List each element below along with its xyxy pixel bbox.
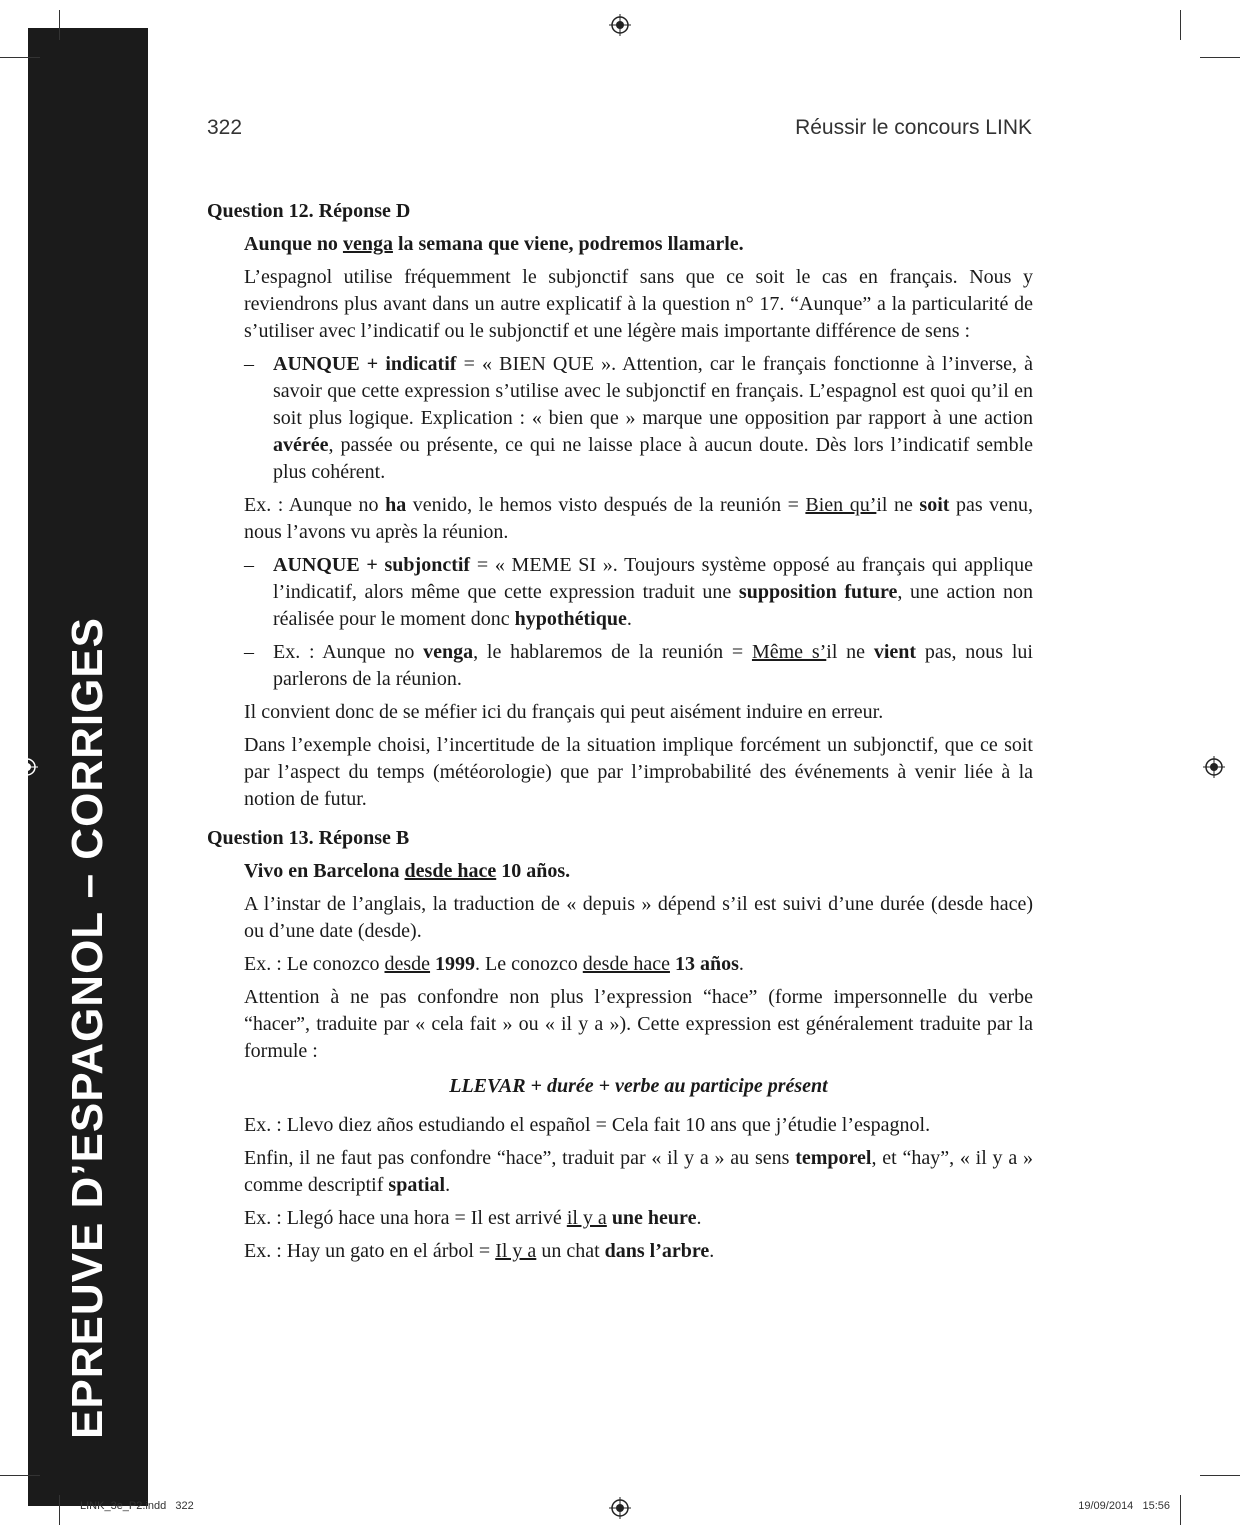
crop-mark [0, 57, 40, 58]
bullet-example-subjonctif: – Ex. : Aunque no venga, le hablaremos de la reunión = Même s’il ne vient pas, nous lui parlerons de la réunion. [244, 641, 1033, 690]
bullet-aunque-subjonctif: – AUNQUE + subjonctif = « MEME SI ». Toujours système opposé au français qui applique l’indicatif, alors même que cette expression traduit une supposition future, une action non réalisée pour le moment donc hypothétique. [244, 554, 1034, 630]
crop-mark [0, 1475, 40, 1476]
example-hay: Ex. : Hay un gato en el árbol = Il y a un chat dans l’arbre. [244, 1240, 715, 1262]
example-llevar: Ex. : Llevo diez años estudiando el español = Cela fait 10 ans que j’étudie l’espagnol. [244, 1114, 931, 1136]
registration-mark-icon [1203, 756, 1225, 778]
question-12-conclusion: Dans l’exemple choisi, l’incertitude de la situation implique forcément un subjonctif, que ce soit par l’aspect du temps (météorologie) que par l’improbabilité des événements à venir liée à la notion de futur. [244, 734, 1033, 810]
question-12-intro: L’espagnol utilise fréquemment le subjonctif sans que ce soit le cas en français. Nous y reviendrons plus avant dans un autre explicatif à la question n° 17. “Aunque” a la particularité de s’utiliser avec l’indicatif ou le subjonctif et une légère mais importante différence de sens : [244, 266, 1033, 342]
registration-mark-icon [16, 756, 38, 778]
crop-mark [1180, 10, 1181, 40]
registration-mark-icon [609, 1497, 631, 1519]
question-12-title: Question 12. Réponse D [207, 200, 411, 222]
crop-mark [1180, 1495, 1181, 1525]
registration-mark-icon [609, 14, 631, 36]
question-12-example: Aunque no venga la semana que viene, podremos llamarle. [244, 233, 744, 255]
example-hace: Ex. : Llegó hace una hora = Il est arrivé il y a une heure. [244, 1207, 702, 1229]
crop-mark [59, 10, 60, 40]
question-12-note: Il convient donc de se méfier ici du français qui peut aisément induire en erreur. [244, 701, 884, 723]
crop-mark [1200, 1475, 1240, 1476]
question-13-title: Question 13. Réponse B [207, 827, 410, 849]
example-indicatif: Ex. : Aunque no ha venido, le hemos visto después de la reunión = Bien qu’il ne soit pas venu, nous l’avons vu après la réunion. [244, 494, 1034, 543]
page-number: 322 [207, 116, 243, 139]
sidebar-title-wrap [28, 28, 148, 1506]
slug-date: 19/09/2014 15:56 [1078, 1500, 1170, 1512]
bullet-aunque-indicatif: – AUNQUE + indicatif = « BIEN QUE ». Attention, car le français fonctionne à l’inverse, à savoir que cette expression s’utilise avec le subjonctif en français. L’espagnol est quoi qu’il en soit plus logique. Explication : « bien que » marque une opposition par rapport à une action avérée, passée ou présente, ce qui ne laisse place à aucun doute. Dès lors l’indicatif semble plus cohérent. [244, 353, 1033, 483]
book-title: Réussir le concours LINK [795, 116, 1032, 139]
question-13-example: Vivo en Barcelona desde hace 10 años. [244, 860, 571, 882]
question-13-hace-note: Attention à ne pas confondre non plus l’expression “hace” (forme impersonnelle du verbe “hacer”, traduite par « cela fait » ou « il y a »). Cette expression est généralement traduite par la formule : [244, 986, 1033, 1062]
page-body [207, 198, 1033, 1271]
slug-file: LINK_3e_P2.indd 322 [80, 1500, 194, 1512]
question-13-intro: A l’instar de l’anglais, la traduction de « depuis » dépend s’il est suivi d’une durée (desde hace) ou d’une date (desde). [244, 893, 1033, 942]
crop-mark [1200, 57, 1240, 58]
formula-llevar: LLEVAR + durée + verbe au participe présent [449, 1075, 828, 1097]
example-desde: Ex. : Le conozco desde 1999. Le conozco desde hace 13 años. [244, 953, 744, 975]
crop-mark [59, 1495, 60, 1525]
sidebar-title: EPREUVE D’ESPAGNOL – CORRIGES [63, 617, 112, 1439]
question-13-hay-note: Enfin, il ne faut pas confondre “hace”, traduit par « il y a » au sens temporel, et “hay”, « il y a » comme descriptif spatial. [244, 1147, 1033, 1196]
